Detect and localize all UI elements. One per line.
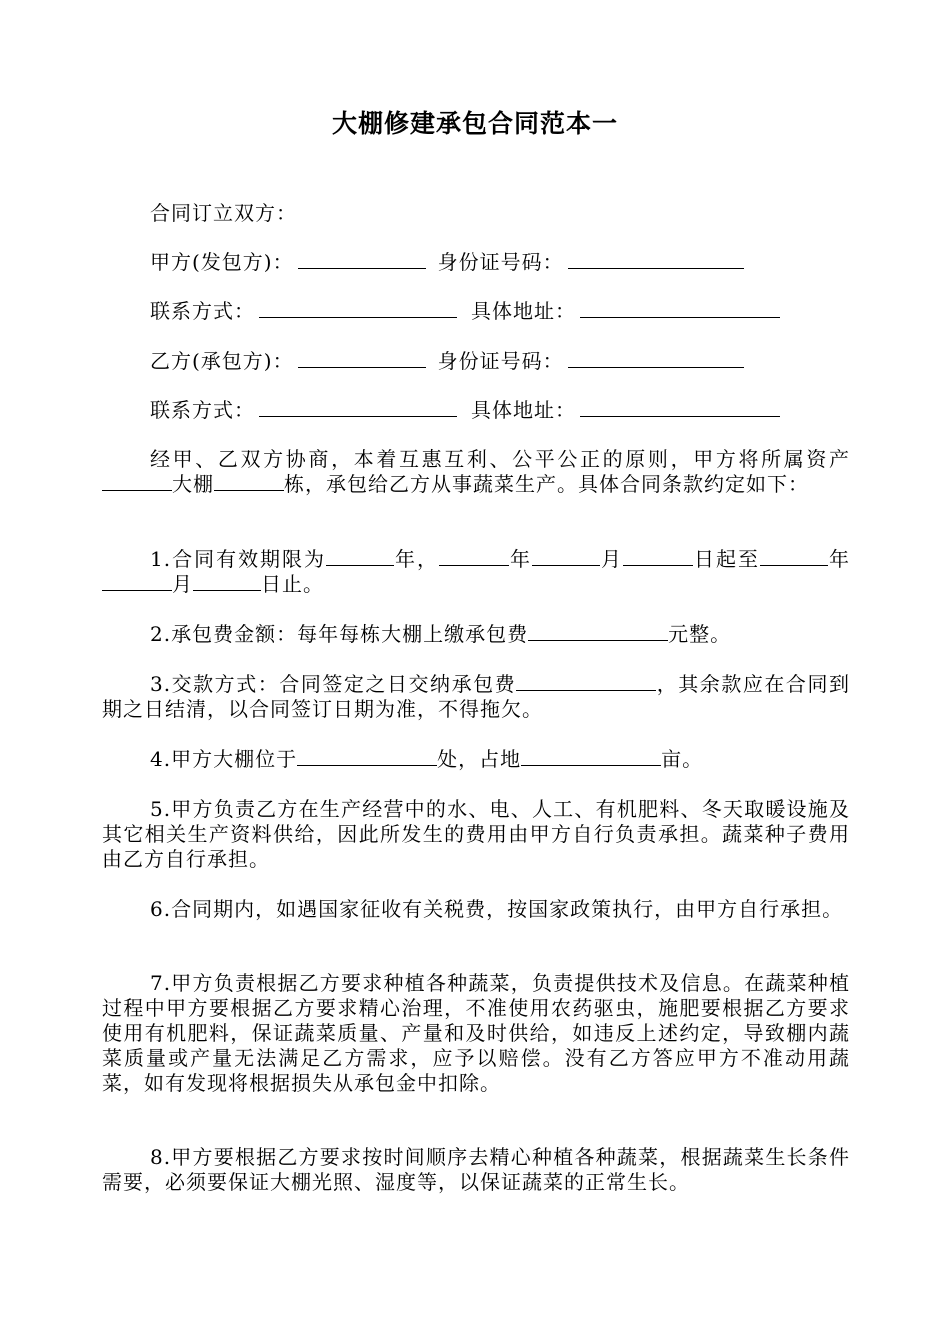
preamble-paragraph: 经甲、乙双方协商，本着互惠互利、公平公正的原则，甲方将所属资产大棚 栋，承包给乙方从事蔬菜生产。具体合同条款约定如下： (102, 447, 850, 497)
clause-5: 5.甲方负责乙方在生产经营中的水、电、人工、有机肥料、冬天取暖设施及其它相关生产资料供给，因此所发生的费用由甲方自行负责承担。蔬菜种子费用由乙方自行承担。 (102, 797, 850, 871)
parties-intro: 合同订立双方： (150, 201, 297, 225)
greenhouse-count-blank[interactable] (214, 472, 284, 491)
party-b-name-blank[interactable] (298, 349, 426, 368)
location-blank[interactable] (297, 747, 437, 766)
party-a-address-blank[interactable] (580, 299, 780, 318)
document-title: 大棚修建承包合同范本一 (331, 109, 618, 138)
start-month-blank[interactable] (532, 547, 600, 566)
party-b-row (150, 348, 748, 374)
clause-1: 1.合同有效期限为 年， 年 月 日起至 年月 日止。 (102, 547, 850, 597)
party-a-id-label: 身份证号码： (437, 250, 564, 274)
fee-amount-blank[interactable] (528, 622, 668, 641)
party-a-contact-label: 联系方式： (150, 299, 255, 323)
party-b-contact-row (150, 397, 784, 423)
party-a-label: 甲方(发包方)： (150, 250, 294, 274)
party-a-id-blank[interactable] (568, 250, 744, 269)
party-b-address-label: 具体地址： (471, 398, 576, 422)
clause-4: 4.甲方大棚位于 处，占地 亩。 (150, 747, 704, 771)
start-year-blank[interactable] (439, 547, 509, 566)
end-month-blank[interactable] (102, 572, 172, 591)
clause-3: 3.交款方式：合同签定之日交纳承包费 ，其余款应在合同到期之日结清，以合同签订日期为准，不得拖欠。 (102, 672, 851, 721)
party-b-contact-label: 联系方式： (150, 398, 255, 422)
party-a-contact-row (150, 298, 784, 324)
party-a-contact-blank[interactable] (259, 299, 457, 318)
party-b-contact-blank[interactable] (259, 398, 457, 417)
end-year-blank[interactable] (760, 547, 828, 566)
clause-8: 8.甲方要根据乙方要求按时间顺序去精心种植各种蔬菜，根据蔬菜生长条件需要，必须要保证大棚光照、湿度等，以保证蔬菜的正常生长。 (102, 1145, 850, 1194)
party-a-address-label: 具体地址： (471, 299, 576, 323)
party-a-name-blank[interactable] (298, 250, 426, 269)
clause-2: 2.承包费金额：每年每栋大棚上缴承包费 元整。 (150, 622, 732, 646)
party-a-row (150, 249, 748, 275)
start-day-blank[interactable] (623, 547, 693, 566)
end-day-blank[interactable] (193, 572, 261, 591)
party-b-id-label: 身份证号码： (437, 349, 564, 373)
asset-blank[interactable] (102, 472, 172, 491)
initial-payment-blank[interactable] (516, 672, 656, 691)
party-b-id-blank[interactable] (568, 349, 744, 368)
area-blank[interactable] (521, 747, 661, 766)
clause-7: 7.甲方负责根据乙方要求种植各种蔬菜，负责提供技术及信息。在蔬菜种植过程中甲方要根据乙方要求精心治理，不准使用农药驱虫，施肥要根据乙方要求使用有机肥料，保证蔬菜质量、产量和及时供给，如违反上述约定，导致棚内蔬菜质量或产量无法满足乙方需求，应予以赔偿。没有乙方答应甲方不准动用蔬菜，如有发现将根据损失从承包金中扣除。 (102, 971, 850, 1095)
clause-6: 6.合同期内，如遇国家征收有关税费，按国家政策执行，由甲方自行承担。 (150, 897, 844, 921)
term-years-blank[interactable] (326, 547, 394, 566)
party-b-label: 乙方(承包方)： (150, 349, 294, 373)
party-b-address-blank[interactable] (580, 398, 780, 417)
